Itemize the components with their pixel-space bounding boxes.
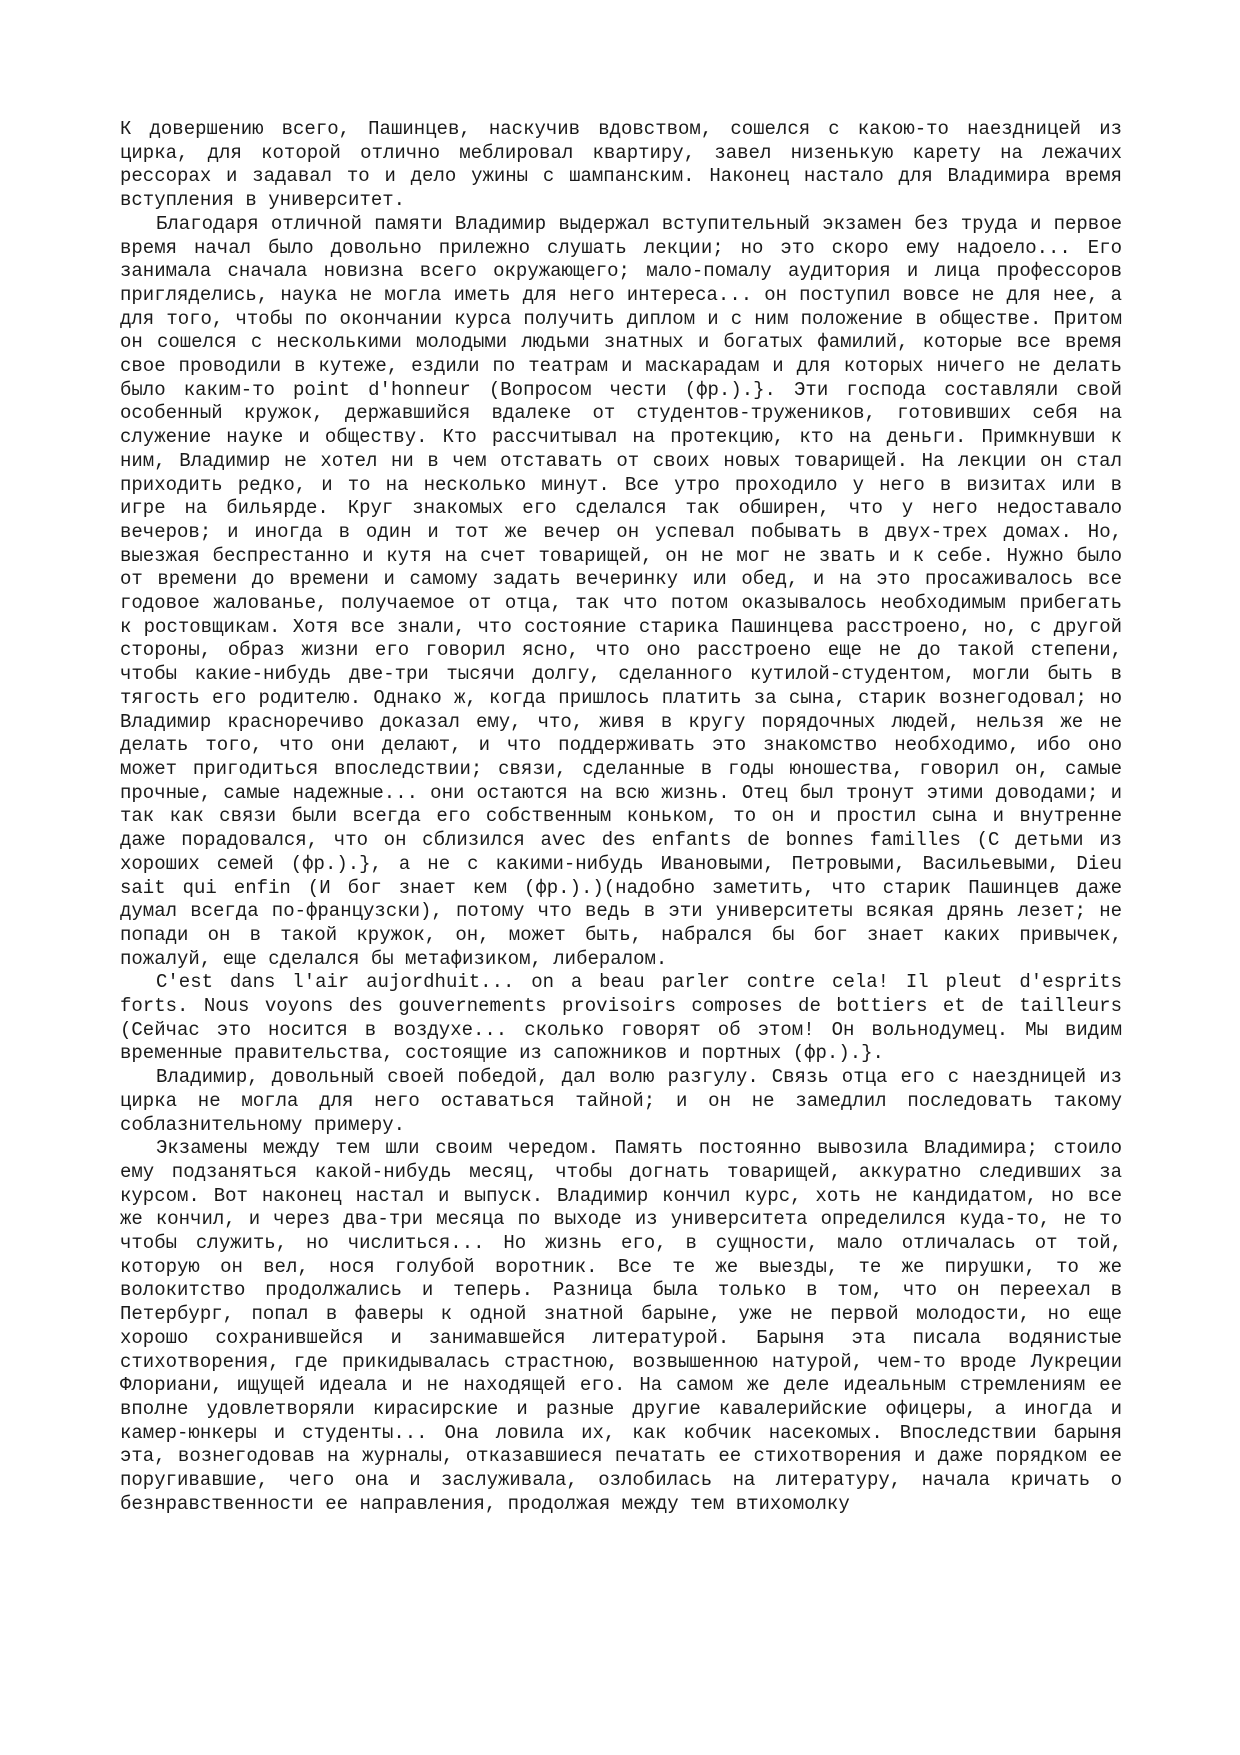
paragraph-4: Владимир, довольный своей победой, дал волю разгулу. Связь отца его с наездницей из цирка не могла для него оставаться тайной; и он не замедлил последовать такому соблазнительному примеру. <box>120 1066 1122 1136</box>
paragraph-5: Экзамены между тем шли своим чередом. Память постоянно вывозила Владимира; стоило ему подзаняться какой-нибудь месяц, чтобы догнать товарищей, аккуратно следивших за курсом. Вот наконец настал и выпуск. Владимир кончил курс, хоть не кандидатом, но все же кончил, и через два-три месяца по выходе из университета определился куда-то, не то чтобы служить, но числиться... Но жизнь его, в сущности, мало отличалась от той, которую он вел, нося голубой воротник. Все те же выезды, те же пирушки, то же волокитство продолжались и теперь. Разница была только в том, что он переехал в Петербург, попал в фаверы к одной знатной барыне, уже не первой молодости, но еще хорошо сохранившейся и занимавшейся литературой. Барыня эта писала водянистые стихотворения, где прикидывалась страстною, возвышенною натурой, чем-то вроде Лукреции Флориани, ищущей идеала и не находящей его. На самом же деле идеальным стремлениям ее вполне удовлетворяли кирасирские и разные другие кавалерийские офицеры, а иногда и камер-юнкеры и студенты... Она ловила их, как кобчик насекомых. Впоследствии барыня эта, вознегодовав на журналы, отказавшиеся печатать ее стихотворения и даже порядком ее поругивавшие, чего она и заслуживала, озлобилась на литературу, начала кричать о безнравственности ее направления, продолжая между тем втихомолку <box>120 1137 1122 1515</box>
paragraph-2: Благодаря отличной памяти Владимир выдержал вступительный экзамен без труда и первое время начал было довольно прилежно слушать лекции; но это скоро ему надоело... Его занимала сначала новизна всего окружающего; мало-помалу аудитория и лица профессоров пригляделись, наука не могла иметь для него интереса... он поступил вовсе не для нее, а для того, чтобы по окончании курса получить диплом и с ним положение в обществе. Притом он сошелся с несколькими молодыми людьми знатных и богатых фамилий, которые все время свое проводили в кутеже, ездили по театрам и маскарадам и для которых ничего не делать было каким-то point d'honneur (Вопросом чести (фр.).}. Эти господа составляли свой особенный кружок, державшийся вдалеке от студентов-тружеников, готовивших себя на служение науке и обществу. Кто рассчитывал на протекцию, кто на деньги. Примкнувши к ним, Владимир не хотел ни в чем отставать от своих новых товарищей. На лекции он стал приходить редко, и то на несколько минут. Все утро проходило у него в визитах или в игре на бильярде. Круг знакомых его сделался так обширен, что у него недоставало вечеров; и иногда в один и тот же вечер он успевал побывать в двух-трех домах. Но, выезжая беспрестанно и кутя на счет товарищей, он не мог не звать и к себе. Нужно было от времени до времени и самому задать вечеринку или обед, и на это просаживалось все годовое жалованье, получаемое от отца, так что потом оказывалось необходимым прибегать к ростовщикам. Хотя все знали, что состояние старика Пашинцева расстроено, но, с другой стороны, образ жизни его говорил ясно, что оно расстроено еще не до такой степени, чтобы какие-нибудь две-три тысячи долгу, сделанного кутилой-студентом, могли быть в тягость его родителю. Однако ж, когда пришлось платить за сына, старик вознегодовал; но Владимир красноречиво доказал ему, что, живя в кругу порядочных людей, нельзя же не делать того, что они делают, и что поддерживать это знакомство необходимо, ибо оно может пригодиться впоследствии; связи, сделанные в годы юношества, говорил он, самые прочные, самые надежные... они остаются на всю жизнь. Отец был тронут этими доводами; и так как связи были всегда его собственным коньком, то он и простил сына и внутренне даже порадовался, что он сблизился avec des enfants de bonnes familles (С детьми из хороших семей (фр.).}, а не с какими-нибудь Ивановыми, Петровыми, Васильевыми, Dieu sait qui enfin (И бог знает кем (фр.).)(надобно заметить, что старик Пашинцев даже думал всегда по-французски), потому что ведь в эти университеты всякая дрянь лезет; не попади он в такой кружок, он, может быть, набрался бы бог знает каких привычек, пожалуй, еще сделался бы метафизиком, либералом. <box>120 212 1122 970</box>
paragraph-1: К довершению всего, Пашинцев, наскучив вдовством, сошелся с какою-то наездницей из цирка, для которой отлично меблировал квартиру, завел низенькую карету на лежачих рессорах и задавал то и дело ужины с шампанским. Наконец настало для Владимира время вступления в университет. <box>120 118 1122 212</box>
paragraph-3: C'est dans l'air aujordhuit... on a beau parler contre cela! Il pleut d'esprits forts. Nous voyons des gouvernements provisoirs composes de bottiers et de tailleurs (Сейчас это носится в воздухе... сколько говорят об этом! Он вольнодумец. Мы видим временные правительства, состоящие из сапожников и портных (фр.).}. <box>120 971 1122 1065</box>
document-page <box>120 118 1122 1516</box>
